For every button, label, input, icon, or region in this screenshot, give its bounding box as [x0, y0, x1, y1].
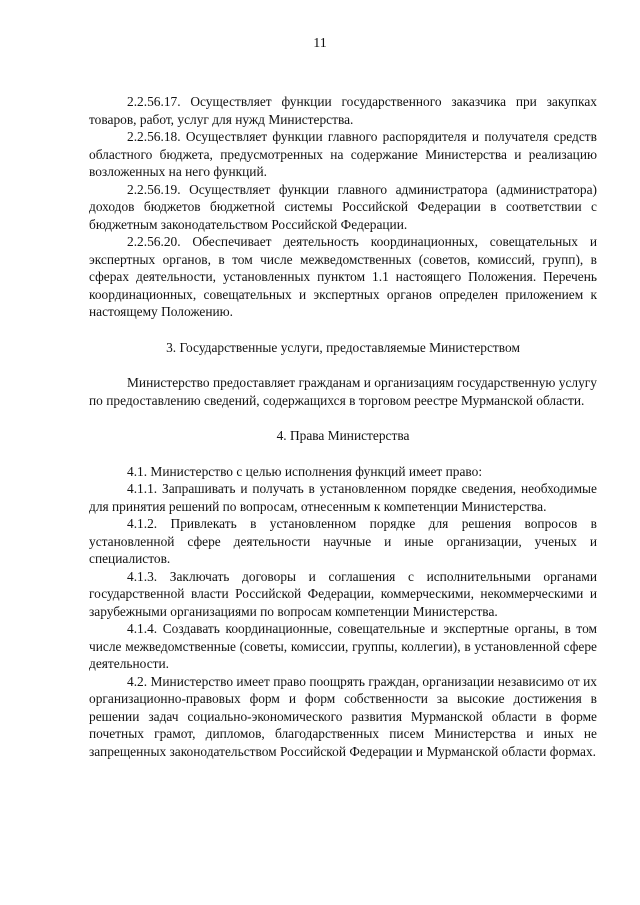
page-number: 11 [313, 36, 327, 51]
paragraph-4-1-1: 4.1.1. Запрашивать и получать в установленном порядке сведения, необходимые для принятия решений по вопросам, отнесенным к компетенции Министерства. [89, 481, 597, 514]
paragraph-4-1: 4.1. Министерство с целью исполнения функций имеет право: [127, 463, 483, 479]
section-4-heading: 4. Права Министерства [276, 428, 410, 443]
paragraph-2-2-56-20: 2.2.56.20. Обеспечивает деятельность координационных, совещательных и экспертных органов, в том числе межведомственных (советов, комиссий, групп), в сферах деятельности, установленных пунктом 1.1 настоящего Положения. Перечень координационных, совещательных и экспертных органов определен приложением к настоящему Положению. [89, 234, 597, 319]
paragraph-2-2-56-19: 2.2.56.19. Осуществляет функции главного администратора (администратора) доходов бюджетов бюджетной системы Российской Федерации в соответствии с бюджетным законодательством Российской Федерации. [89, 181, 597, 232]
paragraph-2-2-56-18: 2.2.56.18. Осуществляет функции главного распорядителя и получателя средств областного бюджета, предусмотренных на содержание Министерства и реализацию возложенных на него функций. [89, 129, 597, 179]
paragraph-2-2-56-17: 2.2.56.17. Осуществляет функции государственного заказчика при закупках товаров, работ, услуг для нужд Министерства. [89, 94, 597, 127]
paragraph-4-1-2: 4.1.2. Привлекать в установленном порядке для решения вопросов в установленной сфере деятельности научные и иные организации, ученых и специалистов. [89, 516, 597, 566]
document-body [89, 93, 597, 760]
paragraph-4-1-4: 4.1.4. Создавать координационные, совещательные и экспертные органы, в том числе межведомственные (советы, комиссии, группы, коллегии), в установленной сфере деятельности. [89, 621, 597, 671]
paragraph-4-2: 4.2. Министерство имеет право поощрять граждан, организации независимо от их организационно-правовых форм и форм собственности за высокие достижения в решении задач социально-экономического развития Мурманской области в форме почетных грамот, дипломов, благодарственных писем Министерства и иных не запрещенных законодательством Российской Федерации и Мурманской области формах. [89, 673, 597, 759]
section-3-text: Министерство предоставляет гражданам и организациям государственную услугу по предоставлению сведений, содержащихся в торговом реестре Мурманской области. [89, 375, 597, 408]
section-3-heading: 3. Государственные услуги, предоставляемые Министерством [166, 339, 520, 355]
paragraph-4-1-3: 4.1.3. Заключать договоры и соглашения с исполнительными органами государственной власти Российской Федерации, коммерческими, некоммерческими и зарубежными организациями по вопросам компетенции Министерства. [89, 568, 597, 619]
